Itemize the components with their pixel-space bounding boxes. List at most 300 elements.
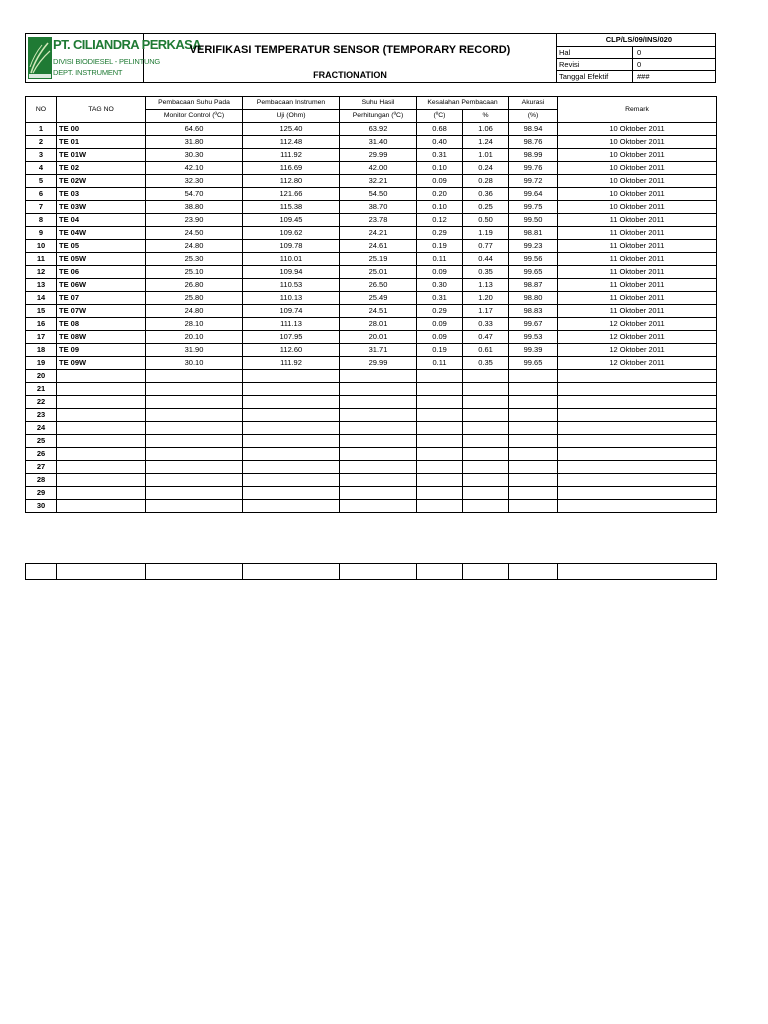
cell-error-c: 0.09 xyxy=(417,331,463,344)
header-calc-2: Perhitungan (ºC) xyxy=(340,110,417,123)
cell-tag xyxy=(57,370,146,383)
cell-calc xyxy=(340,422,417,435)
table-row xyxy=(26,500,717,513)
cell-calc: 25.19 xyxy=(340,253,417,266)
cell-monitor xyxy=(146,435,243,448)
table-row xyxy=(26,136,717,149)
cell-calc: 38.70 xyxy=(340,201,417,214)
cell-calc: 31.40 xyxy=(340,136,417,149)
cell-error-pct xyxy=(463,409,509,422)
info-label: Tanggal Efektif xyxy=(559,71,633,83)
cell-calc: 24.21 xyxy=(340,227,417,240)
cell-calc xyxy=(340,396,417,409)
cell-remark: 11 Oktober 2011 xyxy=(558,292,717,305)
cell-error-c xyxy=(417,474,463,487)
cell-error-pct: 0.47 xyxy=(463,331,509,344)
table-row xyxy=(26,409,717,422)
footer-cell xyxy=(509,564,558,580)
document-header xyxy=(25,33,716,83)
cell-tag: TE 08 xyxy=(57,318,146,331)
cell-no: 3 xyxy=(26,149,57,162)
table-row xyxy=(26,370,717,383)
cell-accuracy: 98.87 xyxy=(509,279,558,292)
table-row xyxy=(26,266,717,279)
title-block xyxy=(144,34,556,82)
cell-remark xyxy=(558,474,717,487)
cell-no: 4 xyxy=(26,162,57,175)
cell-monitor: 31.80 xyxy=(146,136,243,149)
cell-monitor xyxy=(146,461,243,474)
cell-tag xyxy=(57,487,146,500)
cell-error-c xyxy=(417,435,463,448)
cell-remark: 11 Oktober 2011 xyxy=(558,279,717,292)
cell-ohm: 115.38 xyxy=(243,201,340,214)
table-row xyxy=(26,422,717,435)
cell-remark xyxy=(558,500,717,513)
cell-error-pct: 0.77 xyxy=(463,240,509,253)
cell-remark: 11 Oktober 2011 xyxy=(558,214,717,227)
cell-monitor: 54.70 xyxy=(146,188,243,201)
cell-tag xyxy=(57,474,146,487)
cell-accuracy: 99.67 xyxy=(509,318,558,331)
cell-no: 2 xyxy=(26,136,57,149)
cell-remark xyxy=(558,383,717,396)
cell-error-c: 0.29 xyxy=(417,227,463,240)
table-row xyxy=(26,435,717,448)
header-error-pct: % xyxy=(463,110,509,123)
table-row xyxy=(26,396,717,409)
cell-tag xyxy=(57,448,146,461)
cell-tag: TE 01 xyxy=(57,136,146,149)
cell-remark: 10 Oktober 2011 xyxy=(558,201,717,214)
cell-accuracy: 99.39 xyxy=(509,344,558,357)
cell-error-c: 0.31 xyxy=(417,149,463,162)
header-instrument-1: Pembacaan Instrumen xyxy=(243,97,340,110)
cell-monitor: 25.30 xyxy=(146,253,243,266)
table-row xyxy=(26,175,717,188)
cell-monitor xyxy=(146,448,243,461)
table-row xyxy=(26,461,717,474)
verification-table xyxy=(25,96,717,513)
division-name: DIVISI BIODIESEL - PELINTUNG xyxy=(53,57,161,66)
header-accuracy-1: Akurasi xyxy=(509,97,558,110)
cell-monitor: 24.80 xyxy=(146,305,243,318)
cell-error-c xyxy=(417,422,463,435)
document-title: VERIFIKASI TEMPERATUR SENSOR (TEMPORARY RECORD) xyxy=(189,44,511,56)
cell-calc: 29.99 xyxy=(340,357,417,370)
table-row xyxy=(26,279,717,292)
cell-no: 26 xyxy=(26,448,57,461)
cell-no: 22 xyxy=(26,396,57,409)
cell-calc: 31.71 xyxy=(340,344,417,357)
info-row-tanggal xyxy=(557,70,716,82)
doc-code: CLP/LS/09/INS/020 xyxy=(605,35,672,44)
cell-ohm xyxy=(243,370,340,383)
cell-error-c: 0.68 xyxy=(417,123,463,136)
cell-remark xyxy=(558,370,717,383)
cell-remark xyxy=(558,409,717,422)
cell-remark xyxy=(558,422,717,435)
footer-cell xyxy=(340,564,417,580)
cell-error-c: 0.09 xyxy=(417,318,463,331)
cell-tag xyxy=(57,435,146,448)
cell-monitor xyxy=(146,409,243,422)
cell-accuracy xyxy=(509,370,558,383)
cell-tag: TE 01W xyxy=(57,149,146,162)
cell-monitor: 25.10 xyxy=(146,266,243,279)
cell-calc xyxy=(340,461,417,474)
cell-no: 12 xyxy=(26,266,57,279)
header-error-c: (ºC) xyxy=(417,110,463,123)
cell-no: 9 xyxy=(26,227,57,240)
cell-calc: 54.50 xyxy=(340,188,417,201)
cell-monitor: 25.80 xyxy=(146,292,243,305)
cell-calc: 32.21 xyxy=(340,175,417,188)
cell-calc: 25.49 xyxy=(340,292,417,305)
table-row xyxy=(26,448,717,461)
cell-ohm: 112.80 xyxy=(243,175,340,188)
cell-tag: TE 09W xyxy=(57,357,146,370)
cell-no: 8 xyxy=(26,214,57,227)
cell-error-pct xyxy=(463,487,509,500)
header-remark: Remark xyxy=(558,97,717,123)
cell-accuracy xyxy=(509,396,558,409)
cell-error-c: 0.30 xyxy=(417,279,463,292)
document-info xyxy=(556,34,716,82)
footer-cell xyxy=(463,564,509,580)
cell-error-c: 0.31 xyxy=(417,292,463,305)
cell-remark: 10 Oktober 2011 xyxy=(558,149,717,162)
cell-error-pct: 1.06 xyxy=(463,123,509,136)
cell-error-c: 0.19 xyxy=(417,240,463,253)
cell-ohm: 116.69 xyxy=(243,162,340,175)
cell-remark xyxy=(558,461,717,474)
cell-ohm: 112.48 xyxy=(243,136,340,149)
header-no: NO xyxy=(26,97,57,123)
header-instrument-2: Uji (Ohm) xyxy=(243,110,340,123)
cell-no: 27 xyxy=(26,461,57,474)
cell-remark: 11 Oktober 2011 xyxy=(558,253,717,266)
cell-error-pct xyxy=(463,396,509,409)
cell-remark xyxy=(558,487,717,500)
cell-tag: TE 04 xyxy=(57,214,146,227)
table-row xyxy=(26,357,717,370)
document-subtitle: FRACTIONATION xyxy=(313,70,387,80)
footer-cell xyxy=(57,564,146,580)
cell-ohm: 109.74 xyxy=(243,305,340,318)
cell-monitor: 31.90 xyxy=(146,344,243,357)
table-row xyxy=(26,344,717,357)
table-row xyxy=(26,318,717,331)
cell-ohm: 109.45 xyxy=(243,214,340,227)
cell-error-pct: 0.50 xyxy=(463,214,509,227)
cell-accuracy: 98.76 xyxy=(509,136,558,149)
footer-cell xyxy=(558,564,717,580)
header-monitor-1: Pembacaan Suhu Pada xyxy=(146,97,243,110)
cell-monitor: 30.30 xyxy=(146,149,243,162)
cell-error-pct xyxy=(463,383,509,396)
cell-remark: 12 Oktober 2011 xyxy=(558,344,717,357)
cell-monitor xyxy=(146,487,243,500)
cell-ohm: 107.95 xyxy=(243,331,340,344)
cell-ohm xyxy=(243,396,340,409)
cell-error-pct: 1.17 xyxy=(463,305,509,318)
cell-no: 23 xyxy=(26,409,57,422)
cell-error-pct: 0.25 xyxy=(463,201,509,214)
footer-table xyxy=(25,563,717,580)
table-row xyxy=(26,123,717,136)
cell-tag: TE 02W xyxy=(57,175,146,188)
cell-monitor: 42.10 xyxy=(146,162,243,175)
cell-accuracy: 98.80 xyxy=(509,292,558,305)
cell-calc: 26.50 xyxy=(340,279,417,292)
header-monitor-2: Monitor Control (ºC) xyxy=(146,110,243,123)
table-row xyxy=(26,240,717,253)
cell-ohm xyxy=(243,474,340,487)
cell-calc: 24.51 xyxy=(340,305,417,318)
header-calc-1: Suhu Hasil xyxy=(340,97,417,110)
table-row xyxy=(26,227,717,240)
cell-monitor: 38.80 xyxy=(146,201,243,214)
table-row xyxy=(26,383,717,396)
table-row xyxy=(26,162,717,175)
cell-accuracy xyxy=(509,487,558,500)
cell-calc xyxy=(340,474,417,487)
cell-no: 24 xyxy=(26,422,57,435)
cell-accuracy: 98.83 xyxy=(509,305,558,318)
cell-error-pct xyxy=(463,448,509,461)
cell-calc xyxy=(340,370,417,383)
cell-tag: TE 06W xyxy=(57,279,146,292)
cell-accuracy xyxy=(509,500,558,513)
cell-error-pct: 1.24 xyxy=(463,136,509,149)
table-row xyxy=(26,188,717,201)
cell-error-pct: 0.61 xyxy=(463,344,509,357)
info-value: 0 xyxy=(637,60,642,69)
cell-ohm xyxy=(243,461,340,474)
cell-tag xyxy=(57,409,146,422)
cell-ohm: 109.94 xyxy=(243,266,340,279)
cell-ohm: 111.13 xyxy=(243,318,340,331)
footer-cell xyxy=(417,564,463,580)
cell-no: 15 xyxy=(26,305,57,318)
cell-tag xyxy=(57,396,146,409)
cell-error-pct xyxy=(463,435,509,448)
cell-remark: 10 Oktober 2011 xyxy=(558,162,717,175)
cell-no: 5 xyxy=(26,175,57,188)
cell-accuracy: 98.99 xyxy=(509,149,558,162)
cell-error-c xyxy=(417,461,463,474)
cell-ohm xyxy=(243,422,340,435)
cell-tag xyxy=(57,500,146,513)
cell-accuracy: 99.76 xyxy=(509,162,558,175)
cell-remark: 10 Oktober 2011 xyxy=(558,175,717,188)
cell-monitor: 24.80 xyxy=(146,240,243,253)
cell-accuracy xyxy=(509,409,558,422)
cell-error-pct: 1.01 xyxy=(463,149,509,162)
cell-accuracy xyxy=(509,474,558,487)
cell-ohm: 121.66 xyxy=(243,188,340,201)
cell-no: 28 xyxy=(26,474,57,487)
table-row xyxy=(26,292,717,305)
doc-code-row xyxy=(557,34,716,46)
cell-no: 11 xyxy=(26,253,57,266)
cell-tag: TE 03W xyxy=(57,201,146,214)
table-row xyxy=(26,149,717,162)
cell-ohm: 111.92 xyxy=(243,357,340,370)
cell-ohm xyxy=(243,487,340,500)
cell-calc: 20.01 xyxy=(340,331,417,344)
cell-remark: 11 Oktober 2011 xyxy=(558,240,717,253)
cell-remark: 11 Oktober 2011 xyxy=(558,305,717,318)
info-row-hal xyxy=(557,46,716,58)
cell-monitor xyxy=(146,474,243,487)
cell-error-pct: 0.28 xyxy=(463,175,509,188)
cell-no: 29 xyxy=(26,487,57,500)
cell-accuracy: 99.75 xyxy=(509,201,558,214)
cell-ohm: 109.78 xyxy=(243,240,340,253)
cell-accuracy: 98.81 xyxy=(509,227,558,240)
cell-remark xyxy=(558,435,717,448)
cell-error-c: 0.09 xyxy=(417,266,463,279)
company-logo xyxy=(26,34,201,82)
cell-no: 19 xyxy=(26,357,57,370)
header-error: Kesalahan Pembacaan xyxy=(417,97,509,110)
cell-monitor: 24.50 xyxy=(146,227,243,240)
cell-error-pct xyxy=(463,474,509,487)
cell-ohm: 109.62 xyxy=(243,227,340,240)
cell-accuracy: 99.56 xyxy=(509,253,558,266)
cell-accuracy: 98.94 xyxy=(509,123,558,136)
department-name: DEPT. INSTRUMENT xyxy=(53,68,123,77)
cell-no: 16 xyxy=(26,318,57,331)
cell-ohm xyxy=(243,409,340,422)
cell-accuracy xyxy=(509,461,558,474)
cell-ohm: 111.92 xyxy=(243,149,340,162)
cell-tag xyxy=(57,461,146,474)
cell-ohm xyxy=(243,383,340,396)
cell-calc xyxy=(340,435,417,448)
cell-accuracy: 99.72 xyxy=(509,175,558,188)
cell-error-pct xyxy=(463,422,509,435)
cell-monitor: 20.10 xyxy=(146,331,243,344)
cell-accuracy xyxy=(509,383,558,396)
cell-tag: TE 08W xyxy=(57,331,146,344)
cell-calc: 23.78 xyxy=(340,214,417,227)
cell-error-c xyxy=(417,370,463,383)
cell-remark: 12 Oktober 2011 xyxy=(558,331,717,344)
cell-calc xyxy=(340,383,417,396)
cell-tag: TE 06 xyxy=(57,266,146,279)
cell-calc xyxy=(340,448,417,461)
cell-tag: TE 05 xyxy=(57,240,146,253)
info-value: 0 xyxy=(637,48,642,57)
cell-remark: 10 Oktober 2011 xyxy=(558,136,717,149)
cell-remark: 10 Oktober 2011 xyxy=(558,123,717,136)
cell-ohm: 110.01 xyxy=(243,253,340,266)
cell-ohm: 125.40 xyxy=(243,123,340,136)
cell-remark xyxy=(558,448,717,461)
cell-tag: TE 02 xyxy=(57,162,146,175)
cell-error-c: 0.20 xyxy=(417,188,463,201)
cell-ohm xyxy=(243,435,340,448)
info-label: Revisi xyxy=(559,59,633,71)
cell-monitor: 26.80 xyxy=(146,279,243,292)
cell-monitor xyxy=(146,396,243,409)
cell-ohm: 112.60 xyxy=(243,344,340,357)
cell-tag xyxy=(57,422,146,435)
info-value: ### xyxy=(637,72,650,81)
cell-accuracy xyxy=(509,448,558,461)
leaf-logo-icon xyxy=(28,37,52,79)
cell-accuracy: 99.23 xyxy=(509,240,558,253)
cell-calc xyxy=(340,487,417,500)
table-row xyxy=(26,487,717,500)
header-tag: TAG NO xyxy=(57,97,146,123)
table-row xyxy=(26,201,717,214)
cell-no: 7 xyxy=(26,201,57,214)
cell-error-pct: 1.20 xyxy=(463,292,509,305)
cell-error-pct: 0.33 xyxy=(463,318,509,331)
cell-error-c xyxy=(417,500,463,513)
cell-error-pct: 1.19 xyxy=(463,227,509,240)
cell-tag: TE 07 xyxy=(57,292,146,305)
cell-no: 10 xyxy=(26,240,57,253)
cell-ohm xyxy=(243,448,340,461)
cell-accuracy: 99.64 xyxy=(509,188,558,201)
cell-calc xyxy=(340,500,417,513)
cell-error-c: 0.09 xyxy=(417,175,463,188)
cell-accuracy: 99.65 xyxy=(509,357,558,370)
cell-calc: 28.01 xyxy=(340,318,417,331)
cell-error-c: 0.12 xyxy=(417,214,463,227)
cell-error-pct xyxy=(463,461,509,474)
cell-accuracy: 99.65 xyxy=(509,266,558,279)
cell-calc xyxy=(340,409,417,422)
cell-error-c: 0.11 xyxy=(417,253,463,266)
table-row xyxy=(26,214,717,227)
cell-monitor: 23.90 xyxy=(146,214,243,227)
cell-monitor: 30.10 xyxy=(146,357,243,370)
cell-error-pct: 0.35 xyxy=(463,266,509,279)
cell-no: 6 xyxy=(26,188,57,201)
cell-calc: 42.00 xyxy=(340,162,417,175)
header-accuracy-2: (%) xyxy=(509,110,558,123)
cell-no: 30 xyxy=(26,500,57,513)
cell-accuracy: 99.53 xyxy=(509,331,558,344)
cell-tag: TE 04W xyxy=(57,227,146,240)
cell-tag: TE 03 xyxy=(57,188,146,201)
cell-no: 14 xyxy=(26,292,57,305)
cell-calc: 63.92 xyxy=(340,123,417,136)
cell-error-pct xyxy=(463,500,509,513)
cell-error-c: 0.19 xyxy=(417,344,463,357)
cell-accuracy: 99.50 xyxy=(509,214,558,227)
cell-remark: 11 Oktober 2011 xyxy=(558,227,717,240)
cell-ohm xyxy=(243,500,340,513)
company-name: PT. CILIANDRA PERKASA xyxy=(53,37,201,52)
cell-tag xyxy=(57,383,146,396)
footer-row xyxy=(26,564,717,580)
cell-ohm: 110.53 xyxy=(243,279,340,292)
cell-tag: TE 09 xyxy=(57,344,146,357)
cell-accuracy xyxy=(509,422,558,435)
cell-monitor xyxy=(146,383,243,396)
cell-error-c xyxy=(417,396,463,409)
cell-error-pct: 0.44 xyxy=(463,253,509,266)
cell-no: 25 xyxy=(26,435,57,448)
cell-remark: 11 Oktober 2011 xyxy=(558,266,717,279)
